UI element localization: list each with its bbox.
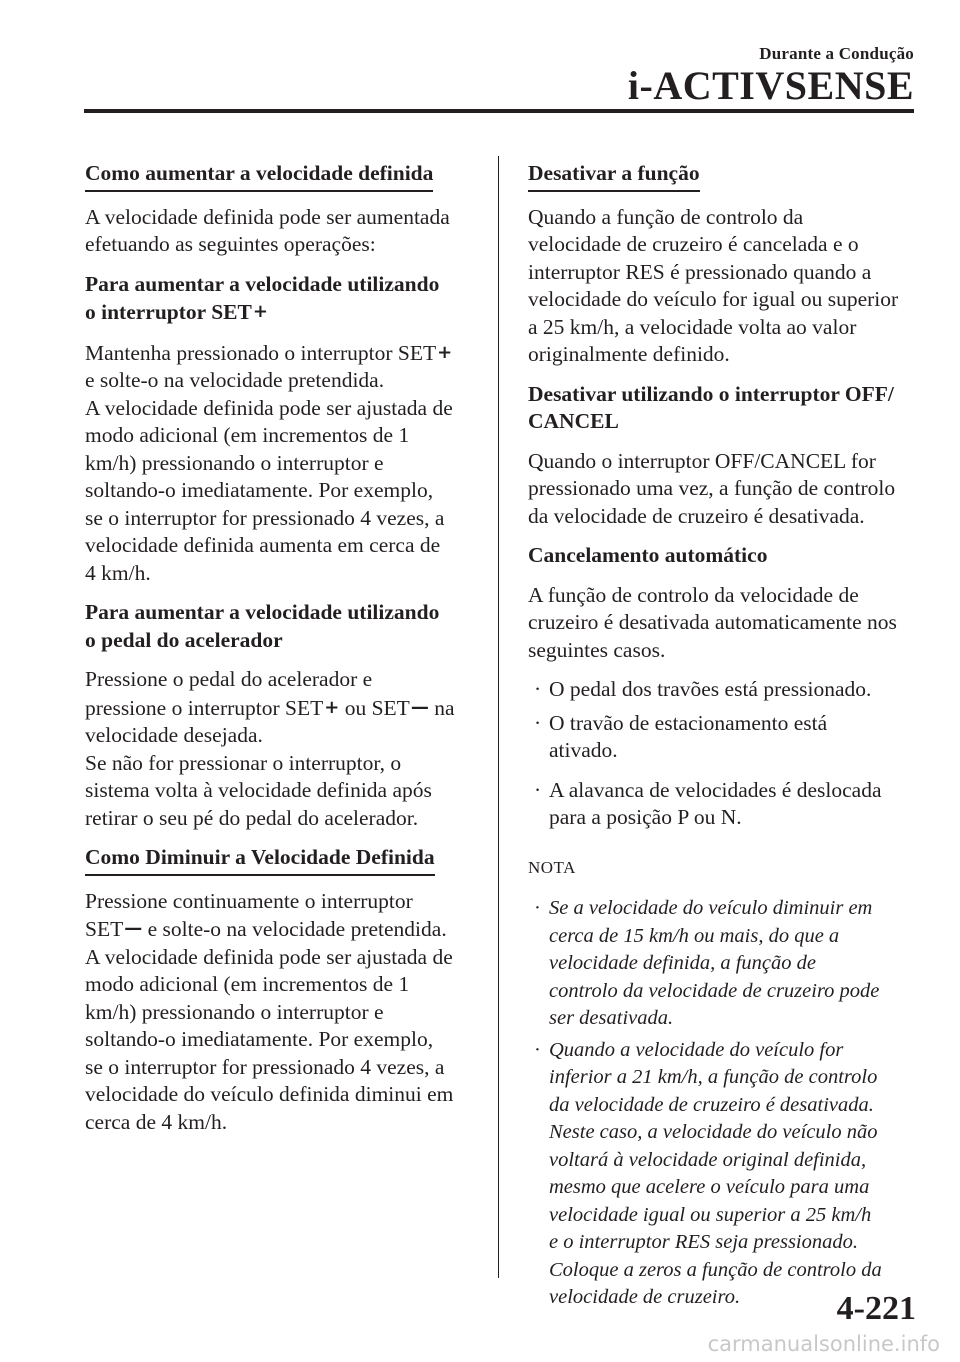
section-title: i-ACTIVSENSE (627, 63, 914, 108)
minus-icon: — (124, 918, 143, 939)
bullet-icon: · (534, 1038, 541, 1061)
list-item: · O pedal dos travões está pressionado. (528, 676, 920, 704)
list-item: · O travão de estacionamento está ativado. (534, 710, 828, 762)
bullet-icon: · (534, 897, 541, 919)
subheading-accelerator: Para aumentar a velocidade utilizando o pedal do acelerador (85, 600, 440, 652)
note-item: · Quando a velocidade do veículo for inferior a 21 km/h, a função de controlo da velocidade de cruzeiro é desativada. Neste caso, a velocidade do veículo não voltará à velocidade original definida, mesmo que acelere o veículo para uma velocidade igual ou superior a 25 km/h e o interruptor RES seja pressionado. Coloque a zeros a função de controlo da velocidade de cruzeiro. (534, 1038, 882, 1308)
heading-increase-speed: Como aumentar a velocidade definida (85, 160, 433, 192)
left-column (85, 160, 475, 1148)
bullet-icon: · (534, 777, 542, 802)
paragraph-auto-cancel: A função de controlo da velocidade de cruzeiro é desativada automaticamente nos seguintes casos. (528, 582, 897, 662)
heading-deactivate: Desativar a função (528, 160, 700, 192)
header-rule (84, 109, 914, 113)
page-number: 4-221 (836, 1290, 916, 1327)
column-divider (498, 156, 499, 1278)
watermark: carmanualsonline.info (707, 1332, 940, 1356)
minus-icon: — (410, 696, 429, 718)
note-item: · Se a velocidade do veículo diminuir em cerca de 15 km/h ou mais, do que a velocidade definida, a função de controlo da velocidade de cruzeiro pode ser desativada. (534, 897, 880, 1029)
paragraph-deactivate: Quando a função de controlo da velocidade de cruzeiro é cancelada e o interruptor RES é pressionado quando a velocidade do veículo for igual ou superior a 25 km/h, a velocidade volta ao valor originalmente definido. (528, 204, 899, 366)
plus-icon: + (252, 301, 268, 322)
paragraph-decrease: Pressione continuamente o interruptor SET— e solte-o na velocidade pretendida. A velocidade definida pode ser ajustada de modo adicional (em incrementos de 1 km/h) pressionando o interruptor e soltando-o imediatamente. Por exemplo, se o interruptor for pressionado 4 vezes, a velocidade do veículo definida diminui em cerca de 4 km/h. (85, 888, 454, 1134)
right-column (528, 160, 920, 1316)
paragraph-accelerator: Pressione o pedal do acelerador e pressione o interruptor SET+ ou SET— na velocidade desejada. Se não for pressionar o interruptor, o sistema volta à velocidade definida após retirar o seu pé do pedal do acelerador. (85, 667, 455, 830)
subheading-set-plus: Para aumentar a velocidade utilizando o interruptor SET+ (85, 271, 440, 324)
chapter-title: Durante a Condução (759, 44, 914, 63)
bullet-icon: · (534, 677, 542, 701)
paragraph-increase-intro: A velocidade definida pode ser aumentada efetuando as seguintes operações: (85, 204, 450, 256)
subheading-auto-cancel: Cancelamento automático (528, 543, 768, 567)
note-heading: NOTA (528, 857, 576, 877)
plus-icon: + (437, 341, 453, 363)
heading-decrease-speed: Como Diminuir a Velocidade Definida (85, 844, 435, 876)
bullet-icon: · (534, 710, 542, 735)
paragraph-off-cancel: Quando o interruptor OFF/CANCEL for pressionado uma vez, a função de controlo da velocidade de cruzeiro é desativada. (528, 448, 896, 528)
plus-icon: + (324, 696, 340, 718)
list-item: · A alavanca de velocidades é deslocada para a posição P ou N. (534, 777, 882, 829)
subheading-off-cancel: Desativar utilizando o interruptor OFF/ CANCEL (528, 381, 894, 433)
paragraph-set-plus: Mantenha pressionado o interruptor SET+ e solte-o na velocidade pretendida. A velocidade definida pode ser ajustada de modo adicional (em incrementos de 1 km/h) pressionando o interruptor e soltando-o imediatamente. Por exemplo, se o interruptor for pressionado 4 vezes, a velocidade definida aumenta em cerca de 4 km/h. (85, 340, 453, 585)
